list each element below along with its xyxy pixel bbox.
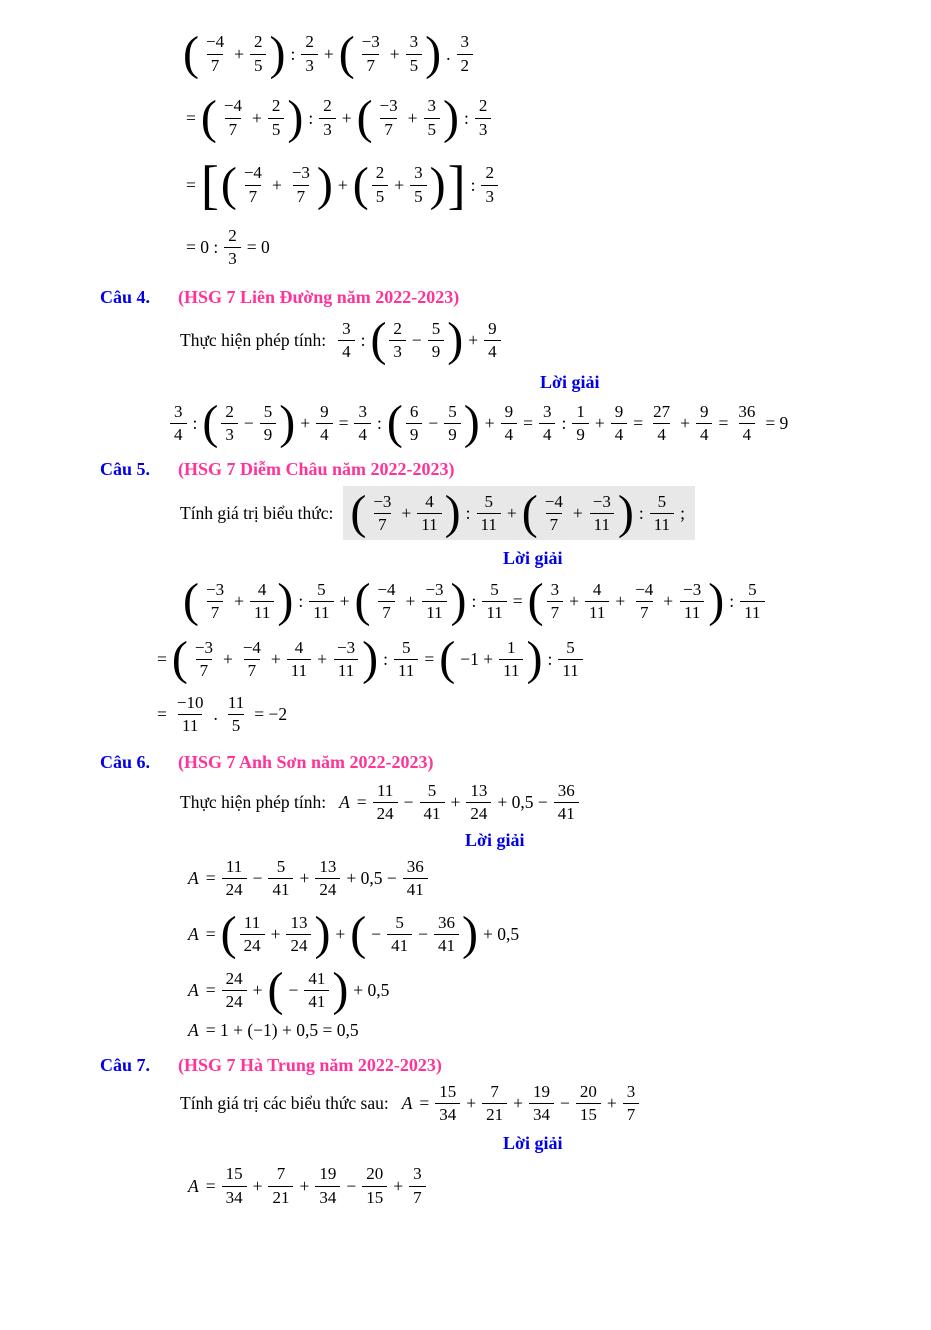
question-header xyxy=(100,752,931,773)
math-line xyxy=(182,27,931,80)
question-source: (HSG 7 Hà Trung năm 2022-2023) xyxy=(178,1055,442,1076)
solution-line xyxy=(168,396,931,450)
fraction: $\frac{3}{4}$ xyxy=(539,402,556,445)
fraction: $\frac{7}{21}$ xyxy=(482,1082,507,1125)
open-delimiter: ( xyxy=(439,632,456,686)
close-delimiter: ) xyxy=(425,27,442,80)
fraction: $\frac{9}{4}$ xyxy=(484,319,501,362)
operator: + xyxy=(270,923,281,944)
problem-formula xyxy=(336,313,503,367)
operator: = xyxy=(205,868,216,889)
fraction: $\frac{-3}{11}$ xyxy=(679,580,705,623)
variable: A xyxy=(188,868,199,889)
fraction: $\frac{-3}{11}$ xyxy=(589,492,615,535)
fraction: $\frac{2}{3}$ xyxy=(475,96,492,139)
operator: + xyxy=(506,502,517,523)
open-delimiter: ( xyxy=(171,632,188,686)
variable: A xyxy=(339,792,350,813)
operator: + 0,5 xyxy=(353,979,390,1000)
fraction: $\frac{2}{3}$ xyxy=(221,402,238,445)
fraction: $\frac{5}{41}$ xyxy=(387,913,412,956)
fraction: $\frac{2}{3}$ xyxy=(319,96,336,139)
operator: : xyxy=(298,590,304,611)
open-delimiter: ( xyxy=(350,486,367,540)
fraction: $\frac{4}{11}$ xyxy=(250,580,274,623)
solution-line xyxy=(185,1164,931,1207)
fraction: $\frac{9}{4}$ xyxy=(316,402,333,445)
operator: = xyxy=(512,590,523,611)
operator: + xyxy=(615,590,626,611)
problem-formula-highlighted xyxy=(343,486,695,540)
question-label: Câu 5. xyxy=(100,459,151,480)
operator: : xyxy=(561,412,567,433)
solution-line xyxy=(153,632,931,686)
operator: : xyxy=(471,590,477,611)
open-delimiter: ( xyxy=(352,158,369,211)
operator: : xyxy=(376,412,382,433)
operator: + xyxy=(401,502,412,523)
operator: = xyxy=(338,412,349,433)
fraction: $\frac{27}{4}$ xyxy=(653,401,671,444)
operator: + xyxy=(270,648,281,669)
variable: A xyxy=(188,979,199,1000)
operator: − xyxy=(403,792,414,813)
open-delimiter: ( xyxy=(386,396,403,450)
operator: − xyxy=(243,412,254,433)
operator: + xyxy=(252,979,263,1000)
close-delimiter: ) xyxy=(316,158,333,211)
open-delimiter: ( xyxy=(356,91,373,144)
variable: A xyxy=(188,1175,199,1196)
open-delimiter: ( xyxy=(183,574,199,628)
fraction: $\frac{3}{7}$ xyxy=(623,1082,640,1125)
operator: = xyxy=(205,979,216,1000)
operator: : xyxy=(547,648,553,669)
fraction: $\frac{2}{5}$ xyxy=(372,163,389,206)
close-delimiter: ) xyxy=(708,574,725,628)
operator: = xyxy=(186,107,196,128)
fraction: $\frac{-3}{7}$ xyxy=(194,637,213,680)
operator: + xyxy=(407,107,418,128)
operator: + 0,5 xyxy=(483,923,520,944)
fraction: $\frac{-4}{7}$ xyxy=(635,579,654,622)
fraction: $\frac{-3}{7}$ xyxy=(373,491,392,534)
fraction: $\frac{-10}{11}$ xyxy=(176,693,204,736)
fraction: $\frac{4}{11}$ xyxy=(287,638,311,681)
operator: : xyxy=(464,107,469,128)
solution-line xyxy=(153,693,931,736)
operator: = xyxy=(419,1093,430,1114)
problem-formula xyxy=(336,781,581,824)
operator: + xyxy=(337,174,348,195)
task-text: Tính giá trị các biểu thức sau: xyxy=(180,1093,389,1114)
operator: = xyxy=(205,1175,216,1196)
operator: + xyxy=(484,412,495,433)
fraction: $\frac{6}{9}$ xyxy=(406,402,423,445)
operator: − xyxy=(371,923,382,944)
fraction: $\frac{5}{41}$ xyxy=(268,857,293,900)
close-delimiter: ] xyxy=(447,155,466,215)
operator: + xyxy=(339,590,350,611)
math-line xyxy=(182,91,931,144)
operator: = xyxy=(633,412,644,433)
operator: ; xyxy=(680,502,685,523)
fraction: $\frac{5}{11}$ xyxy=(650,492,674,535)
close-delimiter: ) xyxy=(332,963,349,1017)
close-delimiter: ) xyxy=(450,574,467,628)
fraction: $\frac{24}{24}$ xyxy=(222,969,247,1012)
fraction: $\frac{5}{41}$ xyxy=(420,781,445,824)
fraction: $\frac{7}{21}$ xyxy=(268,1164,293,1207)
problem-statement xyxy=(180,313,931,367)
fraction: $\frac{36}{4}$ xyxy=(738,401,756,444)
operator: + xyxy=(513,1093,524,1114)
operator: + 0,5 − xyxy=(497,792,548,813)
operator: : xyxy=(290,43,296,64)
operator: + 0,5 − xyxy=(346,868,397,889)
operator: + xyxy=(252,1175,263,1196)
operator: = 9 xyxy=(765,412,789,433)
fraction: $\frac{13}{24}$ xyxy=(286,913,311,956)
close-delimiter: ) xyxy=(463,396,480,450)
operator: + xyxy=(405,590,416,611)
fraction: $\frac{2}{3}$ xyxy=(389,319,406,362)
open-delimiter: ( xyxy=(220,907,237,961)
operator: = xyxy=(205,923,216,944)
problem-statement xyxy=(180,781,931,824)
operator: − xyxy=(418,923,429,944)
open-delimiter: ( xyxy=(521,486,538,540)
operator: + xyxy=(389,43,400,64)
fraction: $\frac{-3}{7}$ xyxy=(291,163,310,206)
close-delimiter: ) xyxy=(447,313,464,367)
operator: . xyxy=(213,704,218,725)
math-line xyxy=(182,155,931,215)
operator: = 1 + (−1) + 0,5 = 0,5 xyxy=(205,1020,359,1041)
problem-statement xyxy=(180,1082,931,1125)
question-label: Câu 4. xyxy=(100,287,151,308)
operator: + xyxy=(317,648,328,669)
fraction: $\frac{3}{5}$ xyxy=(410,163,427,206)
math-line xyxy=(182,226,931,269)
fraction: $\frac{5}{11}$ xyxy=(482,580,506,623)
open-delimiter: ( xyxy=(220,158,237,211)
fraction: $\frac{-4}{7}$ xyxy=(205,32,225,75)
fraction: $\frac{41}{41}$ xyxy=(304,969,329,1012)
fraction: $\frac{3}{4}$ xyxy=(354,402,371,445)
fraction: $\frac{15}{34}$ xyxy=(222,1164,247,1207)
operator: + xyxy=(450,792,461,813)
close-delimiter: ) xyxy=(429,158,446,211)
operator: = xyxy=(424,648,435,669)
fraction: $\frac{5}{9}$ xyxy=(444,402,461,445)
close-delimiter: ) xyxy=(314,907,331,961)
close-delimiter: ) xyxy=(462,907,479,961)
close-delimiter: ) xyxy=(287,91,304,144)
open-delimiter: ( xyxy=(370,313,387,367)
operator: + xyxy=(572,502,583,523)
operator: + xyxy=(222,648,233,669)
variable: A xyxy=(401,1093,413,1114)
open-delimiter: ( xyxy=(200,91,217,144)
problem-statement xyxy=(180,486,931,540)
close-delimiter: ) xyxy=(443,91,459,144)
operator: + xyxy=(299,1175,310,1196)
fraction: $\frac{2}{3}$ xyxy=(224,226,241,269)
task-text: Thực hiện phép tính: xyxy=(180,792,327,813)
fraction: $\frac{-4}{7}$ xyxy=(544,491,563,534)
operator: : xyxy=(465,502,471,523)
fraction: $\frac{-4}{7}$ xyxy=(243,163,262,206)
fraction: $\frac{13}{24}$ xyxy=(315,857,340,900)
close-delimiter: ) xyxy=(277,574,294,628)
fraction: $\frac{11}{24}$ xyxy=(373,781,398,824)
fraction: $\frac{9}{4}$ xyxy=(611,402,628,445)
variable: A xyxy=(188,923,199,944)
operator: + xyxy=(594,412,605,433)
fraction: $\frac{5}{9}$ xyxy=(428,319,445,362)
open-delimiter: ( xyxy=(527,574,544,628)
task-text: Tính giá trị biểu thức: xyxy=(180,502,334,523)
solution-line xyxy=(185,963,931,1017)
fraction: $\frac{11}{24}$ xyxy=(240,913,265,956)
fraction: $\frac{20}{15}$ xyxy=(576,1082,601,1125)
operator: : xyxy=(638,502,644,523)
problem-formula xyxy=(399,1082,642,1125)
solution-header: Lời giải xyxy=(465,830,525,851)
fraction: $\frac{19}{34}$ xyxy=(315,1164,340,1207)
fraction: $\frac{2}{5}$ xyxy=(268,96,285,139)
fraction: $\frac{1}{11}$ xyxy=(499,638,523,681)
operator: + xyxy=(341,107,352,128)
fraction: $\frac{-3}{11}$ xyxy=(421,580,447,623)
close-delimiter: ) xyxy=(279,396,296,450)
fraction: $\frac{3}{4}$ xyxy=(338,319,355,362)
question-header xyxy=(100,287,931,308)
operator: + xyxy=(393,1175,404,1196)
close-delimiter: ) xyxy=(362,632,379,686)
open-delimiter: ( xyxy=(183,27,199,80)
task-text: Thực hiện phép tính: xyxy=(180,329,327,350)
operator: + xyxy=(680,412,690,433)
operator: = xyxy=(157,704,167,725)
fraction: $\frac{5}{11}$ xyxy=(558,638,582,681)
fraction: $\frac{5}{11}$ xyxy=(309,580,333,623)
question-header xyxy=(100,1055,931,1076)
fraction: $\frac{9}{4}$ xyxy=(501,402,518,445)
fraction: $\frac{19}{34}$ xyxy=(529,1082,554,1125)
fraction: $\frac{5}{11}$ xyxy=(394,638,418,681)
operator: + xyxy=(335,923,346,944)
fraction: $\frac{2}{3}$ xyxy=(481,163,498,206)
fraction: $\frac{3}{4}$ xyxy=(170,402,187,445)
fraction: $\frac{5}{9}$ xyxy=(260,402,277,445)
operator: = xyxy=(157,648,167,669)
fraction: $\frac{1}{9}$ xyxy=(572,402,589,445)
fraction: $\frac{3}{5}$ xyxy=(424,96,441,139)
fraction: $\frac{5}{11}$ xyxy=(740,580,764,623)
operator: + xyxy=(299,868,310,889)
fraction: $\frac{-3}{7}$ xyxy=(361,32,380,75)
fraction: $\frac{36}{41}$ xyxy=(403,857,428,900)
fraction: $\frac{2}{5}$ xyxy=(250,32,267,75)
close-delimiter: ) xyxy=(526,632,543,686)
operator: + xyxy=(234,43,244,64)
open-delimiter: ( xyxy=(350,907,367,961)
open-delimiter: ( xyxy=(202,396,219,450)
operator: + xyxy=(323,43,334,64)
solution-header: Lời giải xyxy=(540,372,600,393)
fraction: $\frac{3}{2}$ xyxy=(457,32,474,75)
fraction: $\frac{-4}{7}$ xyxy=(377,579,396,622)
fraction: $\frac{3}{7}$ xyxy=(409,1164,426,1207)
operator: − xyxy=(560,1093,570,1114)
fraction: $\frac{4}{11}$ xyxy=(417,492,441,535)
close-delimiter: ) xyxy=(617,486,634,540)
question-source: (HSG 7 Liên Đường năm 2022-2023) xyxy=(178,287,460,308)
fraction: $\frac{20}{15}$ xyxy=(362,1164,387,1207)
fraction: $\frac{13}{24}$ xyxy=(466,781,491,824)
operator: + xyxy=(663,590,674,611)
fraction: $\frac{3}{7}$ xyxy=(547,580,564,623)
operator: + xyxy=(234,590,244,611)
operator: = xyxy=(356,792,367,813)
fraction: $\frac{5}{11}$ xyxy=(477,492,501,535)
fraction: $\frac{-3}{7}$ xyxy=(379,96,398,139)
fraction: $\frac{11}{5}$ xyxy=(227,693,245,736)
solution-line xyxy=(185,857,931,900)
question-source: (HSG 7 Anh Sơn năm 2022-2023) xyxy=(178,752,434,773)
operator: − xyxy=(428,412,439,433)
operator: + xyxy=(251,107,262,128)
question-label: Câu 7. xyxy=(100,1055,151,1076)
operator: : xyxy=(729,590,735,611)
fraction: $\frac{-4}{7}$ xyxy=(242,637,261,680)
fraction: $\frac{2}{3}$ xyxy=(301,32,318,75)
operator: −1 + xyxy=(460,648,494,669)
close-delimiter: ) xyxy=(269,27,286,80)
open-delimiter: ( xyxy=(354,574,371,628)
operator: = 0 : xyxy=(186,237,219,258)
fraction: $\frac{3}{5}$ xyxy=(406,32,423,75)
operator: − xyxy=(252,868,263,889)
fraction: $\frac{4}{11}$ xyxy=(585,580,609,623)
operator: . xyxy=(446,43,451,64)
operator: : xyxy=(308,107,314,128)
operator: + xyxy=(606,1093,617,1114)
solution-header: Lời giải xyxy=(503,1133,563,1154)
operator: − xyxy=(288,979,299,1000)
open-delimiter: ( xyxy=(338,27,355,80)
variable: A xyxy=(188,1020,199,1041)
question-header xyxy=(100,459,931,480)
fraction: $\frac{15}{34}$ xyxy=(435,1082,460,1125)
operator: = xyxy=(523,412,533,433)
solution-line xyxy=(182,574,931,628)
operator: : xyxy=(470,174,476,195)
operator: + xyxy=(271,174,282,195)
close-delimiter: ) xyxy=(444,486,461,540)
operator: = −2 xyxy=(254,704,288,725)
operator: + xyxy=(466,1093,477,1114)
operator: − xyxy=(346,1175,357,1196)
operator: = 0 xyxy=(246,237,270,258)
solution-line xyxy=(185,1020,931,1041)
fraction: $\frac{-3}{11}$ xyxy=(333,638,359,681)
question-label: Câu 6. xyxy=(100,752,151,773)
fraction: $\frac{-3}{7}$ xyxy=(205,579,225,622)
question-source: (HSG 7 Diễm Châu năm 2022-2023) xyxy=(178,459,455,480)
solution-header: Lời giải xyxy=(503,548,563,569)
open-delimiter: [ xyxy=(200,155,219,215)
operator: : xyxy=(360,329,366,350)
open-delimiter: ( xyxy=(267,963,284,1017)
operator: + xyxy=(394,174,405,195)
fraction: $\frac{36}{41}$ xyxy=(554,781,579,824)
operator: + xyxy=(468,329,479,350)
operator: : xyxy=(383,648,388,669)
operator: + xyxy=(300,412,311,433)
operator: = xyxy=(186,174,196,195)
fraction: $\frac{9}{4}$ xyxy=(696,402,713,445)
operator: − xyxy=(411,329,422,350)
fraction: $\frac{-4}{7}$ xyxy=(223,96,242,139)
operator: + xyxy=(569,590,579,611)
solution-line xyxy=(185,907,931,961)
operator: : xyxy=(192,412,198,433)
fraction: $\frac{11}{24}$ xyxy=(222,857,247,900)
fraction: $\frac{36}{41}$ xyxy=(434,913,459,956)
operator: = xyxy=(718,412,729,433)
